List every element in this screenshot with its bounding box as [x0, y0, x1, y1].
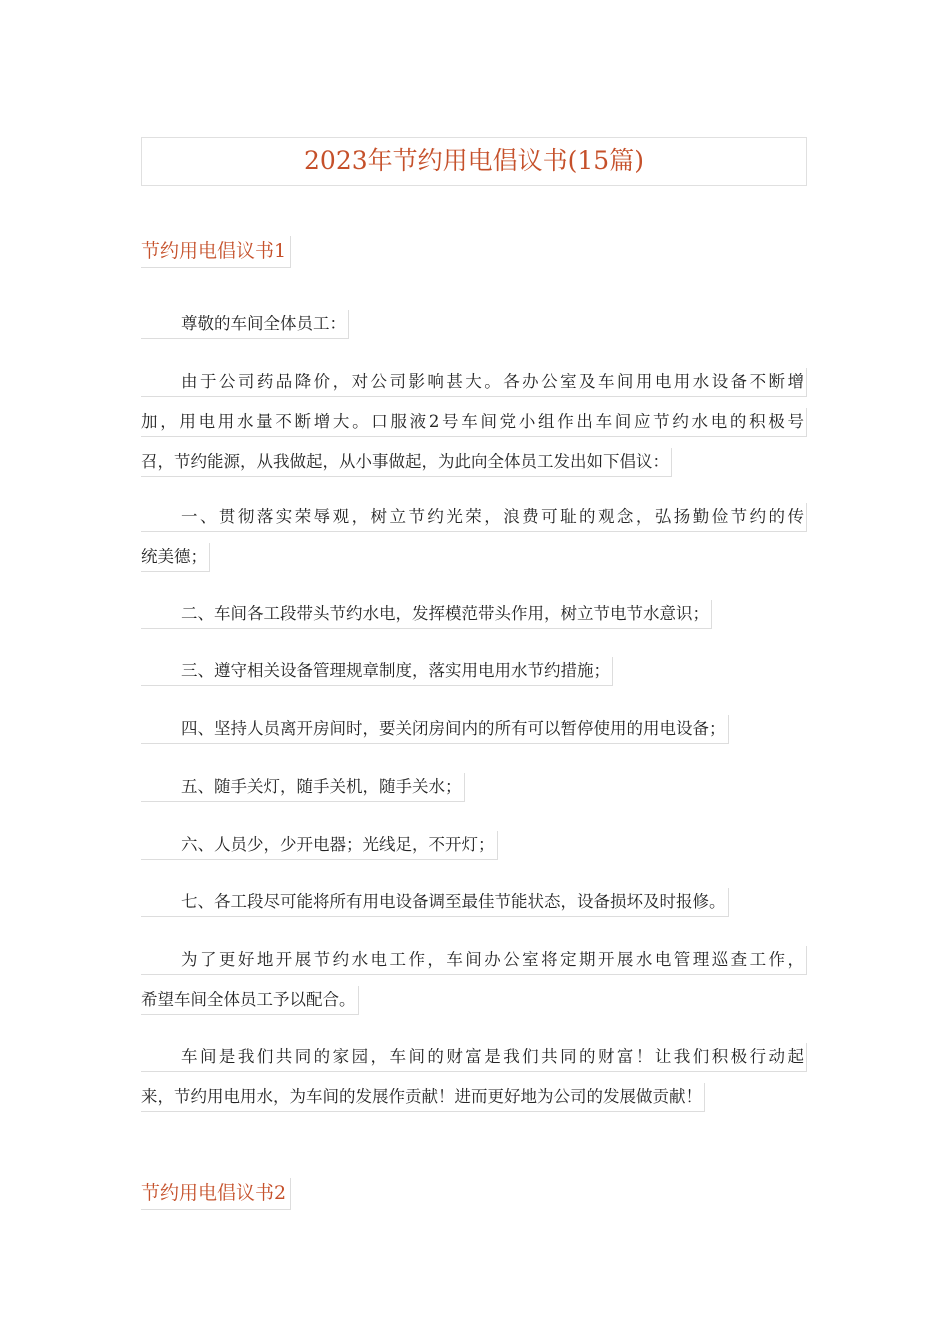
- section-heading-2: 节约用电倡议书2: [141, 1178, 291, 1210]
- paragraph-greeting: [141, 310, 811, 339]
- paragraph-line: 二、车间各工段带头节约水电，发挥模范带头作用，树立节电节水意识；: [141, 600, 712, 629]
- paragraph-line: 四、坚持人员离开房间时，要关闭房间内的所有可以暂停使用的用电设备；: [141, 715, 729, 744]
- paragraph-closing: [141, 1043, 811, 1112]
- paragraph-line: 七、各工段尽可能将所有用电设备调至最佳节能状态，设备损坏及时报修。: [141, 888, 729, 917]
- paragraph-line: 加，用电用水量不断增大。口服液2号车间党小组作出车间应节约水电的积极号: [141, 408, 807, 437]
- paragraph-item-7: [141, 888, 811, 917]
- document-title: 2023年节约用电倡议书(15篇): [141, 137, 807, 186]
- paragraph-item-2: [141, 600, 811, 629]
- paragraph-line: 统美德；: [141, 543, 210, 572]
- paragraph-item-3: [141, 657, 811, 686]
- paragraph-line: 为了更好地开展节约水电工作，车间办公室将定期开展水电管理巡查工作，: [141, 946, 807, 975]
- paragraph-line: 六、人员少，少开电器；光线足，不开灯；: [141, 831, 498, 860]
- paragraph-line: 召，节约能源，从我做起，从小事做起，为此向全体员工发出如下倡议：: [141, 448, 672, 477]
- paragraph-line: 三、遵守相关设备管理规章制度，落实用电用水节约措施；: [141, 657, 613, 686]
- paragraph-line: 车间是我们共同的家园，车间的财富是我们共同的财富！让我们积极行动起: [141, 1043, 807, 1072]
- paragraph-item-4: [141, 715, 811, 744]
- paragraph-line: 一、贯彻落实荣辱观，树立节约光荣，浪费可耻的观念，弘扬勤俭节约的传: [141, 503, 807, 532]
- paragraph-item-5: [141, 773, 811, 802]
- paragraph-item-1: [141, 503, 811, 572]
- paragraph-inspection: [141, 946, 811, 1015]
- paragraph-line: 希望车间全体员工予以配合。: [141, 986, 359, 1015]
- paragraph-line: 五、随手关灯，随手关机，随手关水；: [141, 773, 465, 802]
- paragraph-item-6: [141, 831, 811, 860]
- paragraph-line: 由于公司药品降价，对公司影响甚大。各办公室及车间用电用水设备不断增: [141, 368, 807, 397]
- section-heading-1: 节约用电倡议书1: [141, 236, 291, 268]
- paragraph-intro: [141, 368, 811, 477]
- paragraph-line: 来，节约用电用水，为车间的发展作贡献！进而更好地为公司的发展做贡献！: [141, 1083, 705, 1112]
- paragraph-line: 尊敬的车间全体员工：: [141, 310, 349, 339]
